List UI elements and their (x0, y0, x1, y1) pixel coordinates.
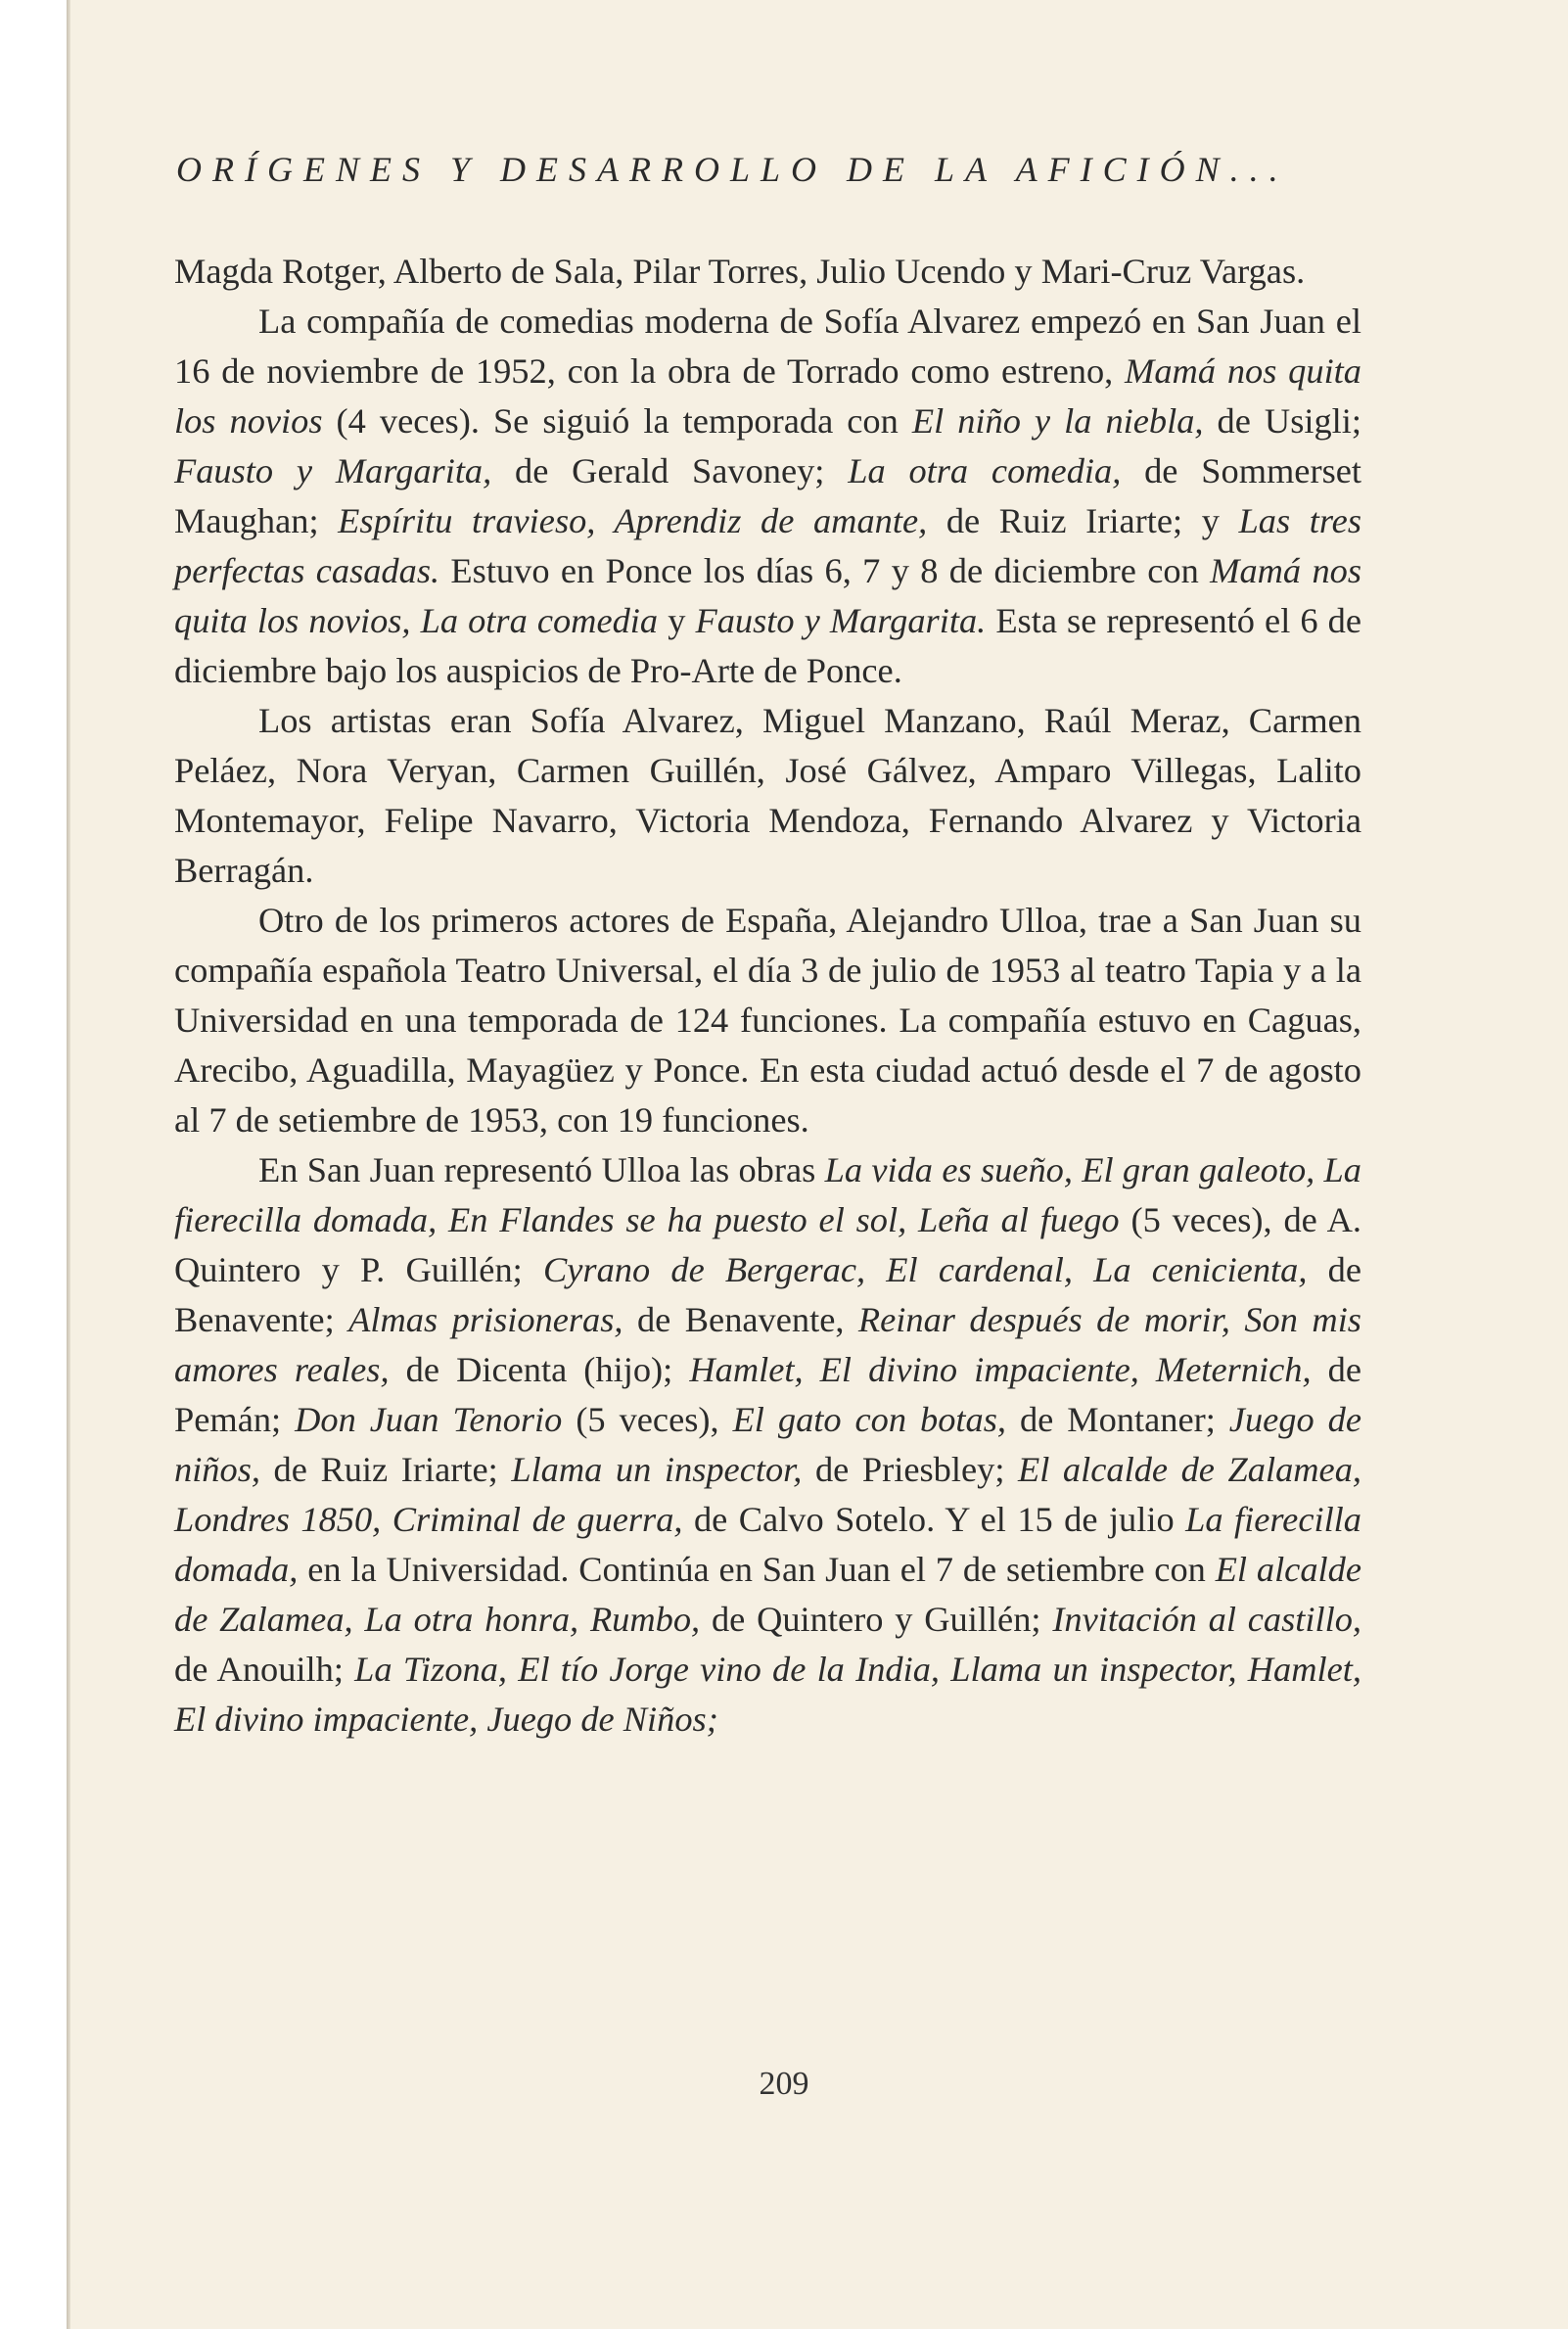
italic-title: Invitación al castillo, (1052, 1600, 1361, 1639)
italic-title: Espíritu travieso, Aprendiz de amante, (338, 501, 928, 540)
italic-title: La otra comedia, (848, 451, 1122, 490)
italic-title: Juego de niños, (174, 1400, 1361, 1489)
text-run: de Pemán; (174, 1350, 1362, 1439)
text-run: de Ruiz Iriarte; y (927, 501, 1239, 540)
text-run: de Gerald Savoney; (491, 451, 849, 490)
italic-title: Cyrano de Bergerac, El cardenal, La cenicienta, (542, 1250, 1308, 1289)
paragraph (174, 896, 1361, 1145)
text-run: de Ruiz Iriarte; (259, 1450, 512, 1489)
italic-title: Mamá nos quita los novios (174, 351, 1361, 441)
italic-title: Llama un inspector, (511, 1450, 803, 1489)
binding-edge (67, 0, 70, 2329)
italic-title: Almas prisioneras, (348, 1300, 623, 1339)
text-run: (4 veces). Se siguió la temporada con (322, 401, 912, 441)
text-run: y (658, 601, 696, 640)
paragraph (174, 297, 1361, 696)
page-number: 209 (759, 2066, 809, 2102)
text-run: de Dicenta (hijo); (389, 1350, 690, 1389)
italic-title: Las tres perfectas casadas. (174, 501, 1361, 590)
italic-title: La Tizona, El tío Jorge vino de la India, Llama un inspector, Hamlet, El divino impaciente, Juego de Niños; (174, 1650, 1361, 1739)
text-run: En San Juan representó Ulloa las obras (258, 1150, 825, 1189)
body-text (174, 247, 1361, 1745)
text-run: de Usigli; (1203, 401, 1361, 441)
paragraph (174, 247, 1361, 297)
italic-title: Mamá nos quita los novios, La otra comedia (174, 551, 1362, 640)
text-run: de Anouilh; (174, 1650, 355, 1689)
italic-title: Fausto y Margarita. (695, 601, 987, 640)
italic-title: El niño y la niebla, (911, 401, 1204, 441)
text-run: (5 veces), (562, 1400, 733, 1439)
italic-title: Reinar después de morir, Son mis amores reales, (174, 1300, 1361, 1389)
paragraph (174, 1145, 1361, 1745)
running-head: ORÍGENES Y DESARROLLO DE LA AFICIÓN... (176, 150, 1289, 189)
text-run: en la Universidad. Continúa en San Juan el 7 de setiembre con (298, 1550, 1216, 1589)
text-run: Estuvo en Ponce los días 6, 7 y 8 de diciembre con (439, 551, 1211, 590)
italic-title: La vida es sueño, El gran galeoto, La fierecilla domada, En Flandes se ha puesto el sol, Leña al fuego (174, 1150, 1361, 1239)
text-run: Otro de los primeros actores de España, Alejandro Ulloa, trae a San Juan su compañía española Teatro Universal, el día 3 de julio de 1953 al teatro Tapia y a la Universidad en una temporada de 124 funciones. La compañía estuvo en Caguas, Arecibo, Aguadilla, Mayagüez y Ponce. En esta ciudad actuó desde el 7 de agosto al 7 de setiembre de 1953, con 19 funciones. (174, 901, 1361, 1140)
page-margin (0, 0, 67, 2329)
italic-title: La fierecilla domada, (174, 1500, 1361, 1589)
text-run: de Benavente; (174, 1250, 1361, 1339)
italic-title: Don Juan Tenorio (295, 1400, 563, 1439)
italic-title: Fausto y Margarita, (174, 451, 492, 490)
text-run: de Quintero y Guillén; (700, 1600, 1053, 1639)
italic-title: El alcalde de Zalamea, Londres 1850, Criminal de guerra, (174, 1450, 1361, 1539)
text-run: Esta se representó el 6 de diciembre bajo los auspicios de Pro-Arte de Ponce. (174, 601, 1362, 690)
italic-title: El alcalde de Zalamea, La otra honra, Rumbo, (174, 1550, 1361, 1639)
paragraph (174, 696, 1361, 896)
text-run: de Benavente, (623, 1300, 858, 1339)
text-run: de Calvo Sotelo. Y el 15 de julio (682, 1500, 1186, 1539)
text-run: (5 veces), de A. Quintero y P. Guillén; (174, 1200, 1361, 1289)
text-run: Los artistas eran Sofía Alvarez, Miguel Manzano, Raúl Meraz, Carmen Peláez, Nora Veryan, Carmen Guillén, José Gálvez, Amparo Villegas, Lalito Montemayor, Felipe Navarro, Victoria Mendoza, Fernando Alvarez y Victoria Berragán. (174, 701, 1361, 890)
italic-title: Hamlet, El divino impaciente, Meternich, (689, 1350, 1312, 1389)
text-run: La compañía de comedias moderna de Sofía Alvarez empezó en San Juan el 16 de noviembre de 1952, con la obra de Torrado como estreno, (174, 302, 1361, 391)
text-run: de Priesbley; (802, 1450, 1019, 1489)
text-run: de Sommerset Maughan; (174, 451, 1361, 540)
text-run: de Montaner; (1005, 1400, 1229, 1439)
text-run: Magda Rotger, Alberto de Sala, Pilar Torres, Julio Ucendo y Mari-Cruz Vargas. (174, 252, 1306, 291)
italic-title: El gato con botas, (732, 1400, 1006, 1439)
